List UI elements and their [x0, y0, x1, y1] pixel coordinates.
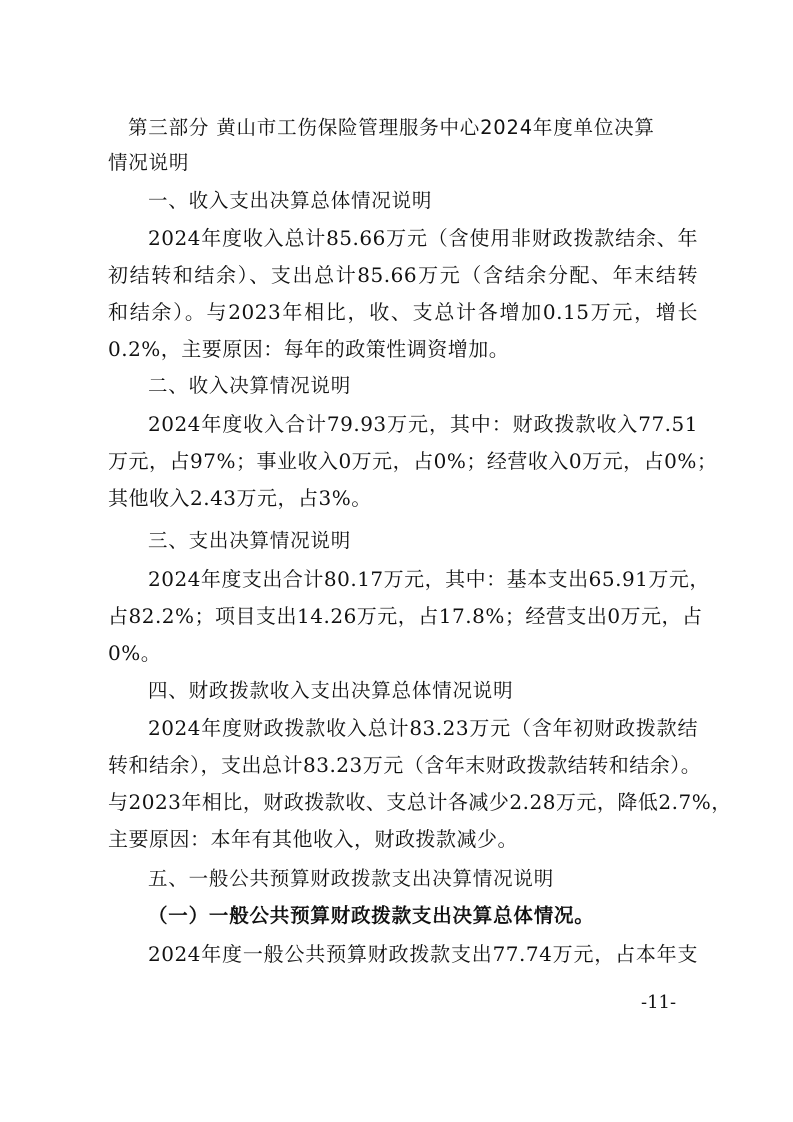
section-2-paragraph-line: 2024年度收入合计79.93万元，其中：财政拨款收入77.51 — [148, 412, 698, 436]
section-4-paragraph-line: 2024年度财政拨款收入总计83.23万元（含年初财政拨款结 — [148, 716, 698, 740]
section-3-paragraph-line: 0%。 — [108, 641, 162, 665]
section-1-paragraph-line: 2024年度收入总计85.66万元（含使用非财政拨款结余、年 — [148, 226, 698, 250]
section-4-paragraph-line: 主要原因：本年有其他收入，财政拨款减少。 — [108, 827, 518, 851]
section-3-heading: 三、支出决算情况说明 — [148, 529, 352, 552]
section-5-paragraph-line: 2024年度一般公共预算财政拨款支出77.74万元，占本年支 — [148, 942, 698, 966]
section-4-paragraph-line: 转和结余），支出总计83.23万元（含年末财政拨款结转和结余）。 — [108, 753, 702, 777]
section-2-paragraph-line: 其他收入2.43万元，占3%。 — [108, 486, 372, 510]
section-2-paragraph-line: 万元，占97%；事业收入0万元，占0%；经营收入0万元，占0%； — [108, 449, 718, 473]
section-4-heading: 四、财政拨款收入支出决算总体情况说明 — [148, 679, 514, 702]
section-5-heading: 五、一般公共预算财政拨款支出决算情况说明 — [148, 867, 555, 890]
section-3-paragraph-line: 2024年度支出合计80.17万元，其中：基本支出65.91万元， — [148, 567, 710, 591]
section-3-paragraph-line: 占82.2%；项目支出14.26万元，占17.8%；经营支出0万元，占 — [108, 604, 703, 628]
section-1-paragraph-line: 和结余）。与2023年相比，收、支总计各增加0.15万元，增长 — [108, 300, 698, 324]
document-title-line-1: 第三部分 黄山市工伤保险管理服务中心2024年度单位决算 — [128, 116, 655, 139]
section-4-paragraph-line: 与2023年相比，财政拨款收、支总计各减少2.28万元，降低2.7%， — [108, 790, 732, 814]
section-1-paragraph-line: 初结转和结余）、支出总计85.66万元（含结余分配、年末结转 — [108, 263, 698, 287]
page-number: -11- — [641, 992, 677, 1013]
section-2-heading: 二、收入决算情况说明 — [148, 374, 352, 397]
section-1-heading: 一、收入支出决算总体情况说明 — [148, 189, 433, 212]
section-5-subheading: （一）一般公共预算财政拨款支出决算总体情况。 — [148, 904, 595, 927]
section-1-paragraph-line: 0.2%，主要原因：每年的政策性调资增加。 — [108, 337, 510, 361]
document-title-line-2: 情况说明 — [108, 151, 190, 174]
